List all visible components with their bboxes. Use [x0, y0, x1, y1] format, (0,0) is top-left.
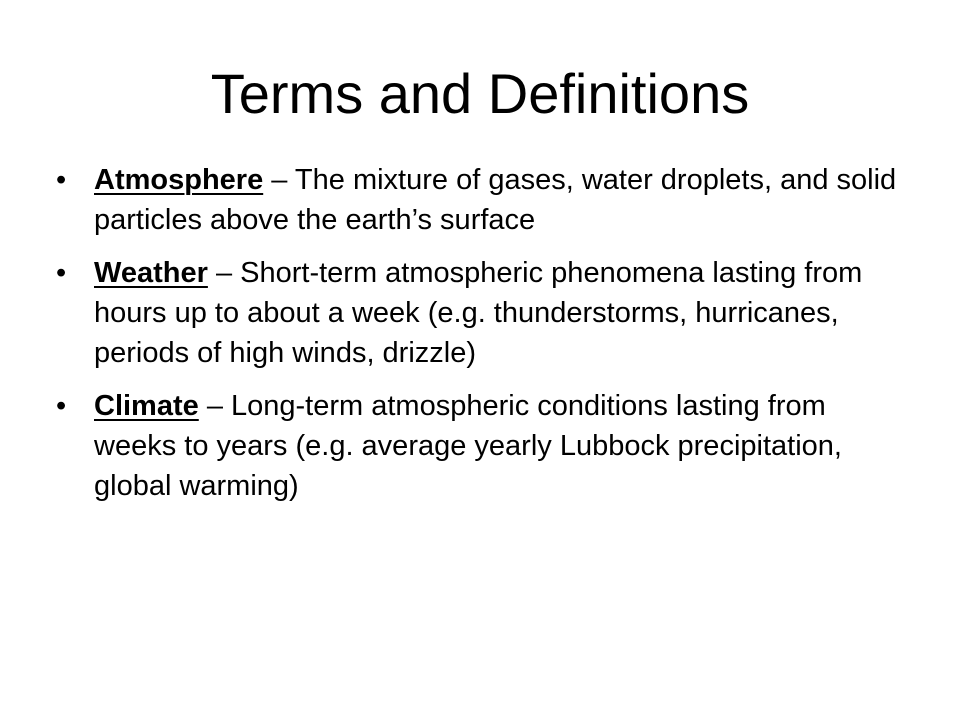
- bullet-icon: •: [56, 164, 67, 196]
- bullet-icon: •: [56, 257, 67, 289]
- slide-title: Terms and Definitions: [210, 62, 750, 125]
- bullet-icon: •: [56, 390, 67, 422]
- term-name: Climate: [94, 390, 199, 422]
- term-definition: The mixture of gases, water droplets, and solid particles above the earth’s surface: [94, 164, 897, 236]
- term-separator: –: [263, 164, 295, 196]
- term-item-weather: [56, 253, 906, 373]
- terms-list: [56, 160, 906, 519]
- term-name: Atmosphere: [94, 164, 264, 196]
- term-item-atmosphere: [56, 160, 906, 240]
- term-separator: –: [198, 390, 232, 422]
- term-separator: –: [207, 257, 241, 289]
- term-item-climate: [56, 386, 906, 506]
- term-definition: Long-term atmospheric conditions lasting from weeks to years (e.g. average yearly Lubbock precipitation, global warming): [94, 390, 842, 502]
- term-definition: Short-term atmospheric phenomena lasting from hours up to about a week (e.g. thunderstorms, hurricanes, periods of high winds, drizzle): [94, 257, 863, 369]
- term-name: Weather: [94, 257, 208, 289]
